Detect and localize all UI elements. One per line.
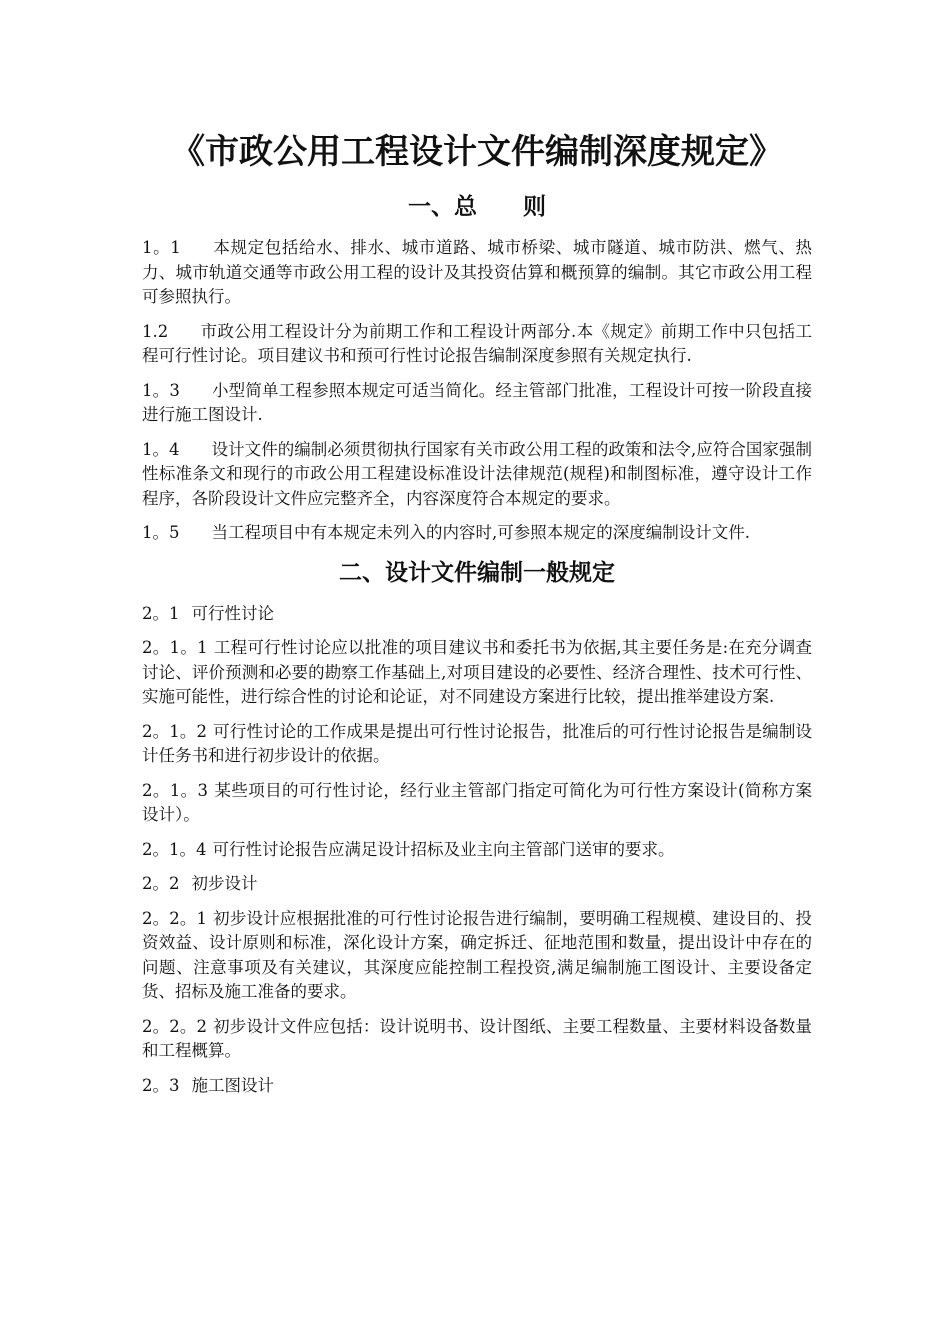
clause-text: 施工图设计 bbox=[191, 1075, 274, 1095]
clause-2-1-3 bbox=[142, 779, 812, 828]
clause-number: 2。1。2 bbox=[142, 721, 208, 741]
clause-number: 2。2 bbox=[142, 874, 180, 893]
clause-2-2-1 bbox=[142, 907, 812, 1005]
clause-1-2 bbox=[142, 320, 812, 369]
clause-text: 某些项目的可行性讨论，经行业主管部门指定可简化为可行性方案设计(简称方案设计）。 bbox=[142, 780, 813, 824]
clause-2-1-4 bbox=[142, 838, 812, 863]
clause-number: 1。1 bbox=[142, 238, 181, 257]
clause-1-3 bbox=[142, 379, 812, 428]
clause-2-1 bbox=[142, 602, 812, 627]
clause-text: 设计文件的编制必须贯彻执行国家有关市政公用工程的政策和法令,应符合国家强制性标准条文和现行的市政公用工程建设标准设计法律规范(规程)和制图标准，遵守设计工作程序，各阶段设计文件应完整齐全，内容深度符合本规定的要求。 bbox=[142, 439, 812, 508]
clause-number: 2。1。3 bbox=[142, 780, 209, 800]
clause-number: 2。1。4 bbox=[142, 839, 207, 859]
clause-text: 本规定包括给水、排水、城市道路、城市桥梁、城市隧道、城市防洪、燃气、热力、城市轨道交通等市政公用工程的设计及其投资估算和概预算的编制。其它市政公用工程可参照执行。 bbox=[142, 238, 813, 306]
clause-number: 1。5 bbox=[142, 523, 180, 542]
document-title: 《市政公用工程设计文件编制深度规定》 bbox=[171, 132, 783, 172]
clause-number: 2。2。2 bbox=[142, 1016, 208, 1036]
section-heading-general: 一、总 则 bbox=[408, 193, 546, 220]
clause-text: 初步设计文件应包括：设计说明书、设计图纸、主要工程数量、主要材料设备数量和工程概算。 bbox=[142, 1016, 812, 1060]
clause-2-1-1 bbox=[142, 636, 812, 710]
clause-number: 1.2 bbox=[142, 321, 169, 341]
clause-1-5 bbox=[142, 521, 812, 546]
clause-text: 小型简单工程参照本规定可适当简化。经主管部门批准，工程设计可按一阶段直接进行施工图设计. bbox=[142, 380, 813, 424]
clause-text: 市政公用工程设计分为前期工作和工程设计两部分.本《规定》前期工作中只包括工程可行性讨论。项目建议书和预可行性讨论报告编制深度参照有关规定执行. bbox=[142, 321, 812, 365]
clause-2-1-2 bbox=[142, 720, 812, 769]
clause-text: 工程可行性讨论应以批准的项目建议书和委托书为依据,其主要任务是:在充分调查讨论、评价预测和必要的勘察工作基础上,对项目建设的必要性、经济合理性、技术可行性、实施可能性，进行综合性的讨论和论证，对不同建设方案进行比较，提出推举建设方案. bbox=[142, 638, 812, 706]
document-page bbox=[142, 128, 812, 1108]
clause-text: 可行性讨论报告应满足设计招标及业主向主管部门送审的要求。 bbox=[212, 839, 675, 859]
clause-number: 2。2。1 bbox=[142, 908, 208, 928]
clause-text: 可行性讨论 bbox=[191, 603, 274, 623]
clause-1-1 bbox=[142, 236, 812, 310]
clause-number: 2。1 bbox=[142, 603, 180, 623]
clause-number: 1。4 bbox=[142, 439, 180, 459]
clause-1-4 bbox=[142, 438, 812, 512]
clause-number: 2。3 bbox=[142, 1075, 180, 1095]
clause-text: 可行性讨论的工作成果是提出可行性讨论报告，批准后的可行性讨论报告是编制设计任务书和进行初步设计的依据。 bbox=[142, 721, 812, 765]
clause-2-2 bbox=[142, 872, 812, 897]
clause-2-2-2 bbox=[142, 1015, 812, 1064]
clause-text: 初步设计应根据批准的可行性讨论报告进行编制，要明确工程规模、建设目的、投资效益、设计原则和标准，深化设计方案，确定拆迁、征地范围和数量，提出设计中存在的问题、注意事项及有关建议，其深度应能控制工程投资,满足编制施工图设计、主要设备定货、招标及施工准备的要求。 bbox=[142, 908, 812, 1001]
clause-2-3 bbox=[142, 1074, 812, 1099]
clause-number: 1。3 bbox=[142, 380, 180, 400]
clause-text: 当工程项目中有本规定未列入的内容时,可参照本规定的深度编制设计文件. bbox=[211, 523, 750, 542]
section-heading-general-provisions: 二、设计文件编制一般规定 bbox=[339, 558, 615, 586]
clause-text: 初步设计 bbox=[191, 874, 258, 893]
clause-number: 2。1。1 bbox=[142, 638, 208, 657]
